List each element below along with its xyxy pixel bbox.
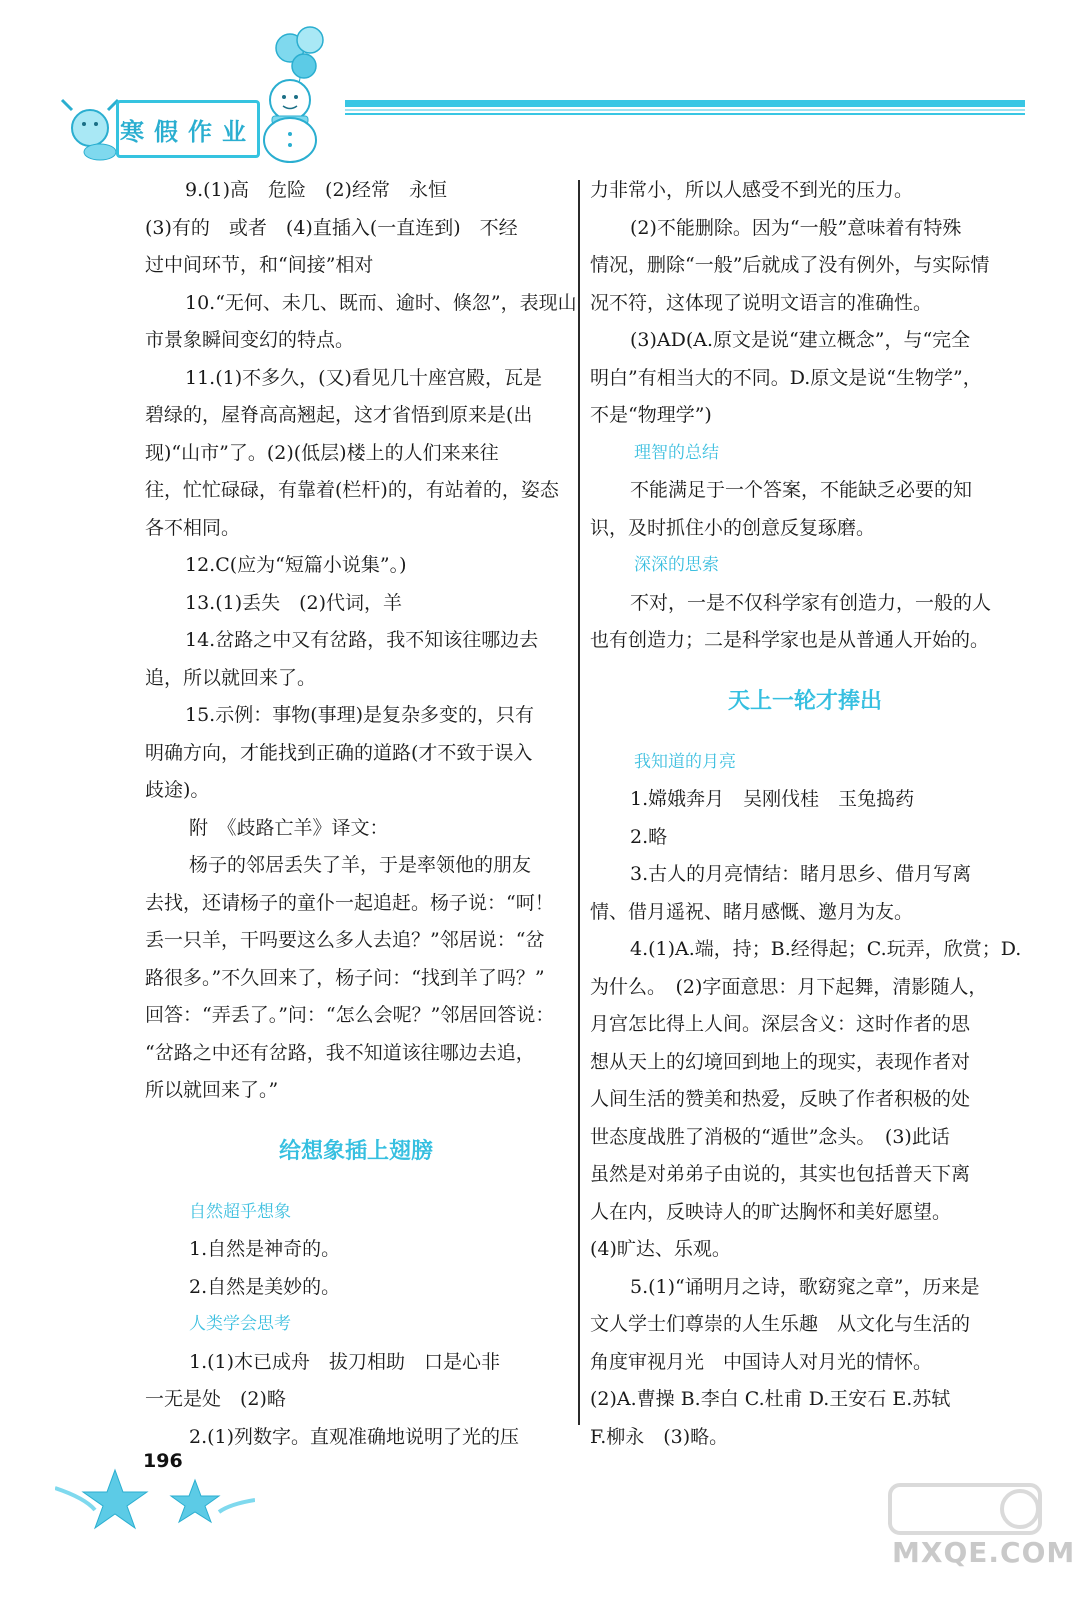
header-banner-line — [345, 100, 1025, 107]
subsection-heading: 人类学会思考 — [189, 1314, 291, 1334]
text-line: 回答：“弄丢了。”问：“怎么会呢？”邻居回答说： — [145, 1004, 555, 1026]
text-line: 往，忙忙碌碌，有靠着(栏杆)的，有站着的，姿态 — [145, 479, 559, 501]
text-line: 4.(1)A.端，持；B.经得起；C.玩弄，欣赏；D. — [630, 938, 1022, 960]
text-line: 3.古人的月亮情结：睹月思乡、借月写离 — [630, 863, 972, 885]
text-line: 市景象瞬间变幻的特点。 — [145, 329, 355, 351]
text-line: 13.(1)丢失 (2)代词，羊 — [185, 591, 403, 614]
text-line: 2.(1)列数字。直观准确地说明了光的压 — [189, 1425, 520, 1448]
spacer — [590, 724, 1020, 744]
text-line: 识，及时抓住小的创意反复琢磨。 — [590, 516, 876, 539]
spacer — [590, 660, 1020, 680]
text-line: 明白”有相当大的不同。D.原文是说“生物学”， — [590, 366, 982, 389]
spacer — [145, 1110, 567, 1130]
text-line: 现)“山市”了。(2)(低层)楼上的人们来来往 — [145, 441, 499, 464]
text-line: 角度审视月光 中国诗人对月光的情怀。 — [590, 1350, 933, 1373]
text-line: F.柳永 (3)略。 — [590, 1425, 729, 1448]
page-header — [0, 0, 1088, 170]
text-line: 1.自然是神奇的。 — [189, 1238, 341, 1260]
text-line: 也有创造力；二是科学家也是从普通人开始的。 — [590, 629, 990, 651]
watermark-logo — [880, 1480, 1060, 1540]
text-line: 9.(1)高 危险 (2)经常 永恒 — [185, 179, 447, 201]
snowman-icon — [264, 80, 316, 162]
column-divider — [578, 180, 580, 1425]
text-line: 附 《歧路亡羊》译文： — [189, 816, 389, 839]
text-line: 2.略 — [630, 825, 668, 848]
section-heading: 给想象插上翅膀 — [278, 1138, 433, 1164]
text-line: 10.“无何、未几、既而、逾时、倏忽”，表现山 — [185, 291, 577, 314]
star-icon — [55, 1470, 255, 1528]
text-line: 1.(1)木已成舟 拔刀相助 口是心非 — [189, 1350, 501, 1373]
text-line: 人间生活的赞美和热爱，反映了作者积极的处 — [590, 1088, 971, 1110]
text-line: 情况，删除“一般”后就成了没有例外，与实际情 — [590, 254, 990, 276]
text-line: 所以就回来了。” — [145, 1079, 279, 1101]
text-line: 不对，一是不仅科学家有创造力，一般的人 — [630, 591, 992, 614]
text-line: 情、借月遥祝、睹月感慨、邀月为友。 — [590, 900, 914, 923]
text-line: 为什么。 (2)字面意思：月下起舞，清影随人， — [590, 975, 988, 998]
text-line: 一无是处 (2)略 — [145, 1388, 286, 1410]
text-line: 路很多。”不久回来了，杨子问：“找到羊了吗？” — [145, 966, 545, 989]
text-line: 歧途)。 — [145, 779, 210, 801]
page-number: 196 — [143, 1450, 183, 1472]
section-heading: 天上一轮才捧出 — [727, 688, 882, 714]
text-line: 1.嫦娥奔月 吴刚伐桂 玉兔捣药 — [630, 788, 915, 810]
text-line: 12.C(应为“短篇小说集”。) — [185, 554, 407, 576]
subsection-heading: 深深的思索 — [634, 555, 719, 575]
watermark-text: MXQE.COM — [892, 1536, 1076, 1569]
text-line: 5.(1)“诵明月之诗，歌窈窕之章”，历来是 — [630, 1275, 980, 1298]
text-line: (2)A.曹操 B.李白 C.杜甫 D.王安石 E.苏轼 — [590, 1388, 951, 1410]
text-line: 碧绿的，屋脊高高翘起，这才省悟到原来是(出 — [145, 404, 533, 426]
text-line: 过中间环节，和“间接”相对 — [145, 254, 374, 276]
text-line: “岔路之中还有岔路，我不知道该往哪边去追， — [145, 1041, 535, 1064]
right-column — [590, 172, 1020, 1456]
text-line: 不是“物理学”) — [590, 404, 712, 426]
text-line: (3)有的 或者 (4)直插入(一直连到) 不经 — [145, 216, 518, 239]
subsection-heading: 理智的总结 — [634, 442, 719, 463]
text-line: 月宫怎比得上人间。深层含义：这时作者的思 — [590, 1013, 971, 1035]
subsection-heading: 自然超乎想象 — [189, 1201, 291, 1222]
spacer — [145, 1174, 567, 1194]
text-line: 各不相同。 — [145, 516, 241, 539]
subsection-heading: 我知道的月亮 — [634, 751, 736, 772]
text-line: 力非常小，所以人感受不到光的压力。 — [590, 179, 914, 201]
text-line: (2)不能删除。因为“一般”意味着有特殊 — [630, 216, 962, 239]
text-line: 杨子的邻居丢失了羊，于是率领他的朋友 — [189, 854, 532, 876]
header-title-box — [116, 100, 260, 158]
text-line: (4)旷达、乐观。 — [590, 1238, 731, 1260]
text-line: 文人学士们尊崇的人生乐趣 从文化与生活的 — [590, 1313, 971, 1335]
text-line: 不能满足于一个答案，不能缺乏必要的知 — [630, 479, 973, 501]
text-line: 丢一只羊，干吗要这么多人去追？”邻居说：“岔 — [145, 929, 545, 951]
text-line: 11.(1)不多久，(又)看见几十座宫殿，瓦是 — [185, 366, 542, 389]
text-line: 去找，还请杨子的童仆一起追赶。杨子说：“呵！ — [145, 891, 554, 914]
cartoon-character-icon — [62, 100, 118, 160]
text-line: 14.岔路之中又有岔路，我不知该往哪边去 — [185, 629, 539, 651]
text-line: 世态度战胜了消极的“遁世”念头。 (3)此话 — [590, 1125, 950, 1148]
text-line: 明确方向，才能找到正确的道路(才不致于误入 — [145, 741, 533, 764]
left-column — [145, 172, 577, 1456]
text-line: 15.示例：事物(事理)是复杂多变的，只有 — [185, 704, 535, 726]
text-line: 人在内，反映诗人的旷达胸怀和美好愿望。 — [590, 1200, 952, 1223]
text-line: (3)AD(A.原文是说“建立概念”，与“完全 — [630, 329, 971, 351]
text-line: 追，所以就回来了。 — [145, 666, 317, 689]
header-title: 寒假作业 — [120, 117, 256, 146]
text-line: 况不符，这体现了说明文语言的准确性。 — [590, 291, 933, 314]
text-line: 想从天上的幻境回到地上的现实，表现作者对 — [590, 1050, 971, 1073]
text-line: 2.自然是美妙的。 — [189, 1275, 341, 1298]
text-line: 虽然是对弟弟子由说的，其实也包括普天下离 — [590, 1163, 971, 1185]
